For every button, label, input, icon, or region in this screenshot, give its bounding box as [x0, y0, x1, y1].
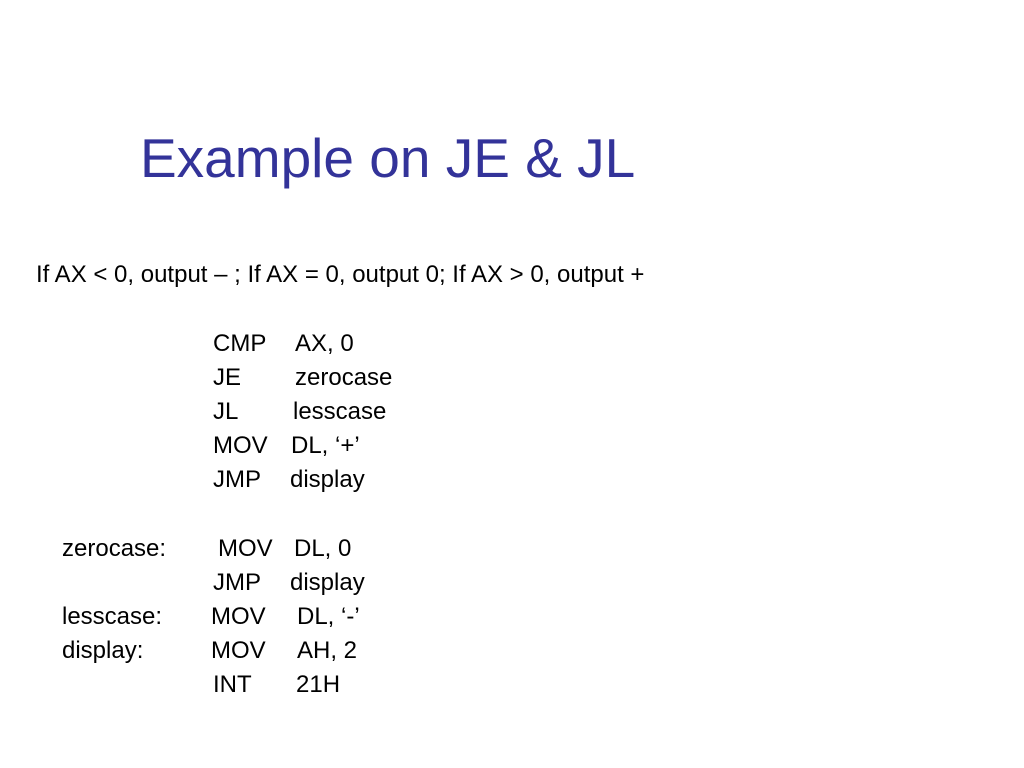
code-opcode: MOV: [218, 535, 273, 562]
code-operands: zerocase: [295, 364, 393, 391]
code-label: zerocase:: [62, 535, 167, 562]
code-opcode: JMP: [213, 569, 261, 596]
code-operands: DL, ‘-’: [297, 603, 360, 630]
code-opcode: JL: [213, 398, 239, 425]
code-label: display:: [62, 637, 144, 664]
code-operands: DL, 0: [294, 535, 352, 562]
code-opcode: MOV: [211, 603, 266, 630]
code-line: [0, 395, 1024, 429]
code-label: lesscase:: [62, 603, 163, 630]
code-opcode: INT: [213, 671, 252, 698]
code-operands: DL, ‘+’: [291, 432, 360, 459]
condition-text: If AX < 0, output – ; If AX = 0, output 0; If AX > 0, output +: [36, 261, 645, 288]
code-operands: AX, 0: [295, 330, 354, 357]
slide-title: Example on JE & JL: [140, 127, 636, 189]
code-line: [0, 361, 1024, 395]
code-operands: 21H: [296, 671, 341, 698]
code-line: [0, 532, 1024, 566]
code-line: [0, 566, 1024, 600]
code-line: [0, 429, 1024, 463]
code-opcode: MOV: [211, 637, 266, 664]
code-line: [0, 634, 1024, 668]
code-line: [0, 463, 1024, 497]
code-line: [0, 600, 1024, 634]
code-operands: display: [290, 466, 365, 493]
code-line: [0, 327, 1024, 361]
code-opcode: MOV: [213, 432, 268, 459]
code-line: [0, 668, 1024, 702]
code-operands: lesscase: [293, 398, 387, 425]
code-opcode: CMP: [213, 330, 267, 357]
code-opcode: JMP: [213, 466, 261, 493]
code-operands: display: [290, 569, 365, 596]
code-operands: AH, 2: [297, 637, 358, 664]
code-opcode: JE: [213, 364, 242, 391]
